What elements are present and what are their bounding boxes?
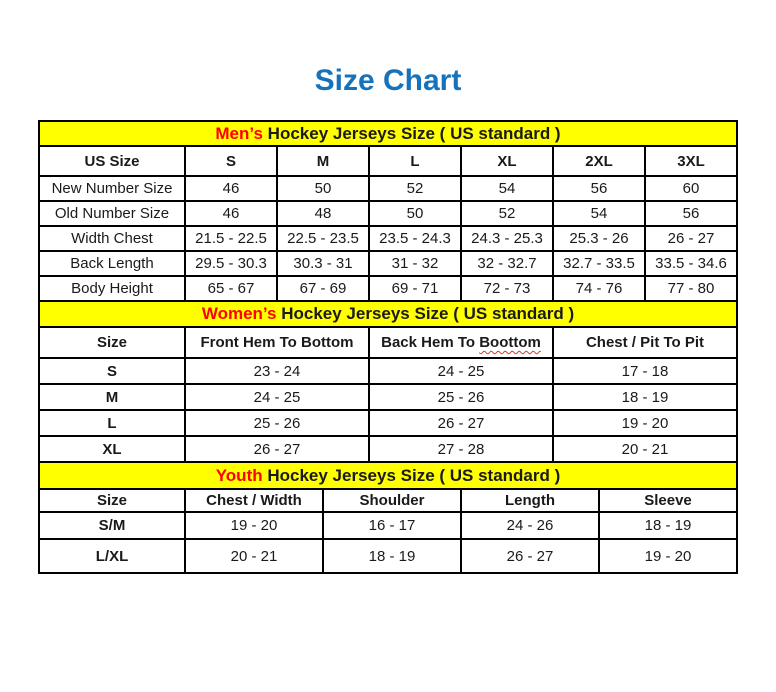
table-cell: 20 - 21 [553, 436, 737, 462]
size-tables-stack [38, 120, 738, 574]
table-cell: 24 - 26 [461, 512, 599, 539]
table-cell: 18 - 19 [323, 539, 461, 573]
table-cell: 50 [369, 201, 461, 226]
mens-banner-row [39, 121, 737, 146]
column-header: US Size [39, 146, 185, 176]
table-cell: 26 - 27 [369, 410, 553, 436]
table-cell: 56 [645, 201, 737, 226]
table-cell: 23.5 - 24.3 [369, 226, 461, 251]
youth-size-table [38, 461, 738, 574]
row-label: Old Number Size [39, 201, 185, 226]
row-label: L/XL [39, 539, 185, 573]
table-cell: 69 - 71 [369, 276, 461, 301]
youth-banner [39, 462, 737, 489]
column-header: Size [39, 327, 185, 358]
womens-banner-row [39, 301, 737, 327]
row-label: S/M [39, 512, 185, 539]
column-header [369, 327, 553, 358]
table-row [39, 358, 737, 384]
table-cell: 23 - 24 [185, 358, 369, 384]
youth-banner-highlight: Youth [215, 465, 263, 485]
table-cell: 18 - 19 [553, 384, 737, 410]
womens-header-row [39, 327, 737, 358]
table-row [39, 512, 737, 539]
column-header: Chest / Pit To Pit [553, 327, 737, 358]
column-header: 2XL [553, 146, 645, 176]
mens-banner-title: Hockey Jerseys Size ( US standard ) [267, 123, 561, 143]
youth-header-row [39, 489, 737, 512]
table-cell: 25 - 26 [185, 410, 369, 436]
table-cell: 27 - 28 [369, 436, 553, 462]
column-header: L [369, 146, 461, 176]
column-header: S [185, 146, 277, 176]
table-cell: 21.5 - 22.5 [185, 226, 277, 251]
table-row [39, 384, 737, 410]
page-title: Size Chart [314, 64, 462, 97]
table-cell: 26 - 27 [185, 436, 369, 462]
table-row [39, 176, 737, 201]
table-cell: 19 - 20 [599, 539, 737, 573]
row-label: XL [39, 436, 185, 462]
table-cell: 19 - 20 [553, 410, 737, 436]
column-header: Front Hem To Bottom [185, 327, 369, 358]
womens-size-table [38, 300, 738, 463]
column-header: XL [461, 146, 553, 176]
row-label: S [39, 358, 185, 384]
mens-banner-highlight: Men’s [215, 123, 263, 143]
table-cell: 33.5 - 34.6 [645, 251, 737, 276]
table-cell: 20 - 21 [185, 539, 323, 573]
column-header: Size [39, 489, 185, 512]
youth-banner-title: Hockey Jerseys Size ( US standard ) [267, 465, 561, 485]
table-cell: 74 - 76 [553, 276, 645, 301]
table-cell: 46 [185, 201, 277, 226]
table-cell: 18 - 19 [599, 512, 737, 539]
table-cell: 26 - 27 [461, 539, 599, 573]
table-row [39, 226, 737, 251]
womens-banner-highlight: Women’s [201, 304, 277, 323]
column-header: 3XL [645, 146, 737, 176]
mens-header-row [39, 146, 737, 176]
column-header: Length [461, 489, 599, 512]
table-cell: 19 - 20 [185, 512, 323, 539]
table-cell: 25.3 - 26 [553, 226, 645, 251]
table-row [39, 276, 737, 301]
table-cell: 26 - 27 [645, 226, 737, 251]
row-label: New Number Size [39, 176, 185, 201]
table-cell: 25 - 26 [369, 384, 553, 410]
table-cell: 29.5 - 30.3 [185, 251, 277, 276]
table-cell: 17 - 18 [553, 358, 737, 384]
table-cell: 31 - 32 [369, 251, 461, 276]
womens-banner-title: Hockey Jerseys Size ( US standard ) [281, 304, 575, 323]
column-header: Shoulder [323, 489, 461, 512]
mens-size-table [38, 120, 738, 302]
column-header-text: Back Hem To [381, 334, 476, 351]
table-cell: 56 [553, 176, 645, 201]
row-label: M [39, 384, 185, 410]
table-cell: 50 [277, 176, 369, 201]
mens-banner [39, 121, 737, 146]
table-cell: 24 - 25 [369, 358, 553, 384]
column-header: M [277, 146, 369, 176]
table-cell: 54 [461, 176, 553, 201]
table-cell: 32.7 - 33.5 [553, 251, 645, 276]
table-row [39, 410, 737, 436]
table-row [39, 539, 737, 573]
womens-banner [39, 301, 737, 327]
column-header: Sleeve [599, 489, 737, 512]
youth-banner-row [39, 462, 737, 489]
table-cell: 65 - 67 [185, 276, 277, 301]
table-cell: 16 - 17 [323, 512, 461, 539]
misspelled-word: Boottom [479, 334, 541, 351]
table-cell: 32 - 32.7 [461, 251, 553, 276]
row-label: Body Height [39, 276, 185, 301]
table-cell: 67 - 69 [277, 276, 369, 301]
table-cell: 30.3 - 31 [277, 251, 369, 276]
row-label: L [39, 410, 185, 436]
table-cell: 54 [553, 201, 645, 226]
table-cell: 48 [277, 201, 369, 226]
table-cell: 52 [369, 176, 461, 201]
table-row [39, 201, 737, 226]
table-cell: 72 - 73 [461, 276, 553, 301]
row-label: Width Chest [39, 226, 185, 251]
table-cell: 24.3 - 25.3 [461, 226, 553, 251]
row-label: Back Length [39, 251, 185, 276]
table-cell: 52 [461, 201, 553, 226]
table-cell: 77 - 80 [645, 276, 737, 301]
table-cell: 46 [185, 176, 277, 201]
table-row [39, 436, 737, 462]
table-row [39, 251, 737, 276]
table-cell: 22.5 - 23.5 [277, 226, 369, 251]
table-cell: 24 - 25 [185, 384, 369, 410]
column-header: Chest / Width [185, 489, 323, 512]
table-cell: 60 [645, 176, 737, 201]
